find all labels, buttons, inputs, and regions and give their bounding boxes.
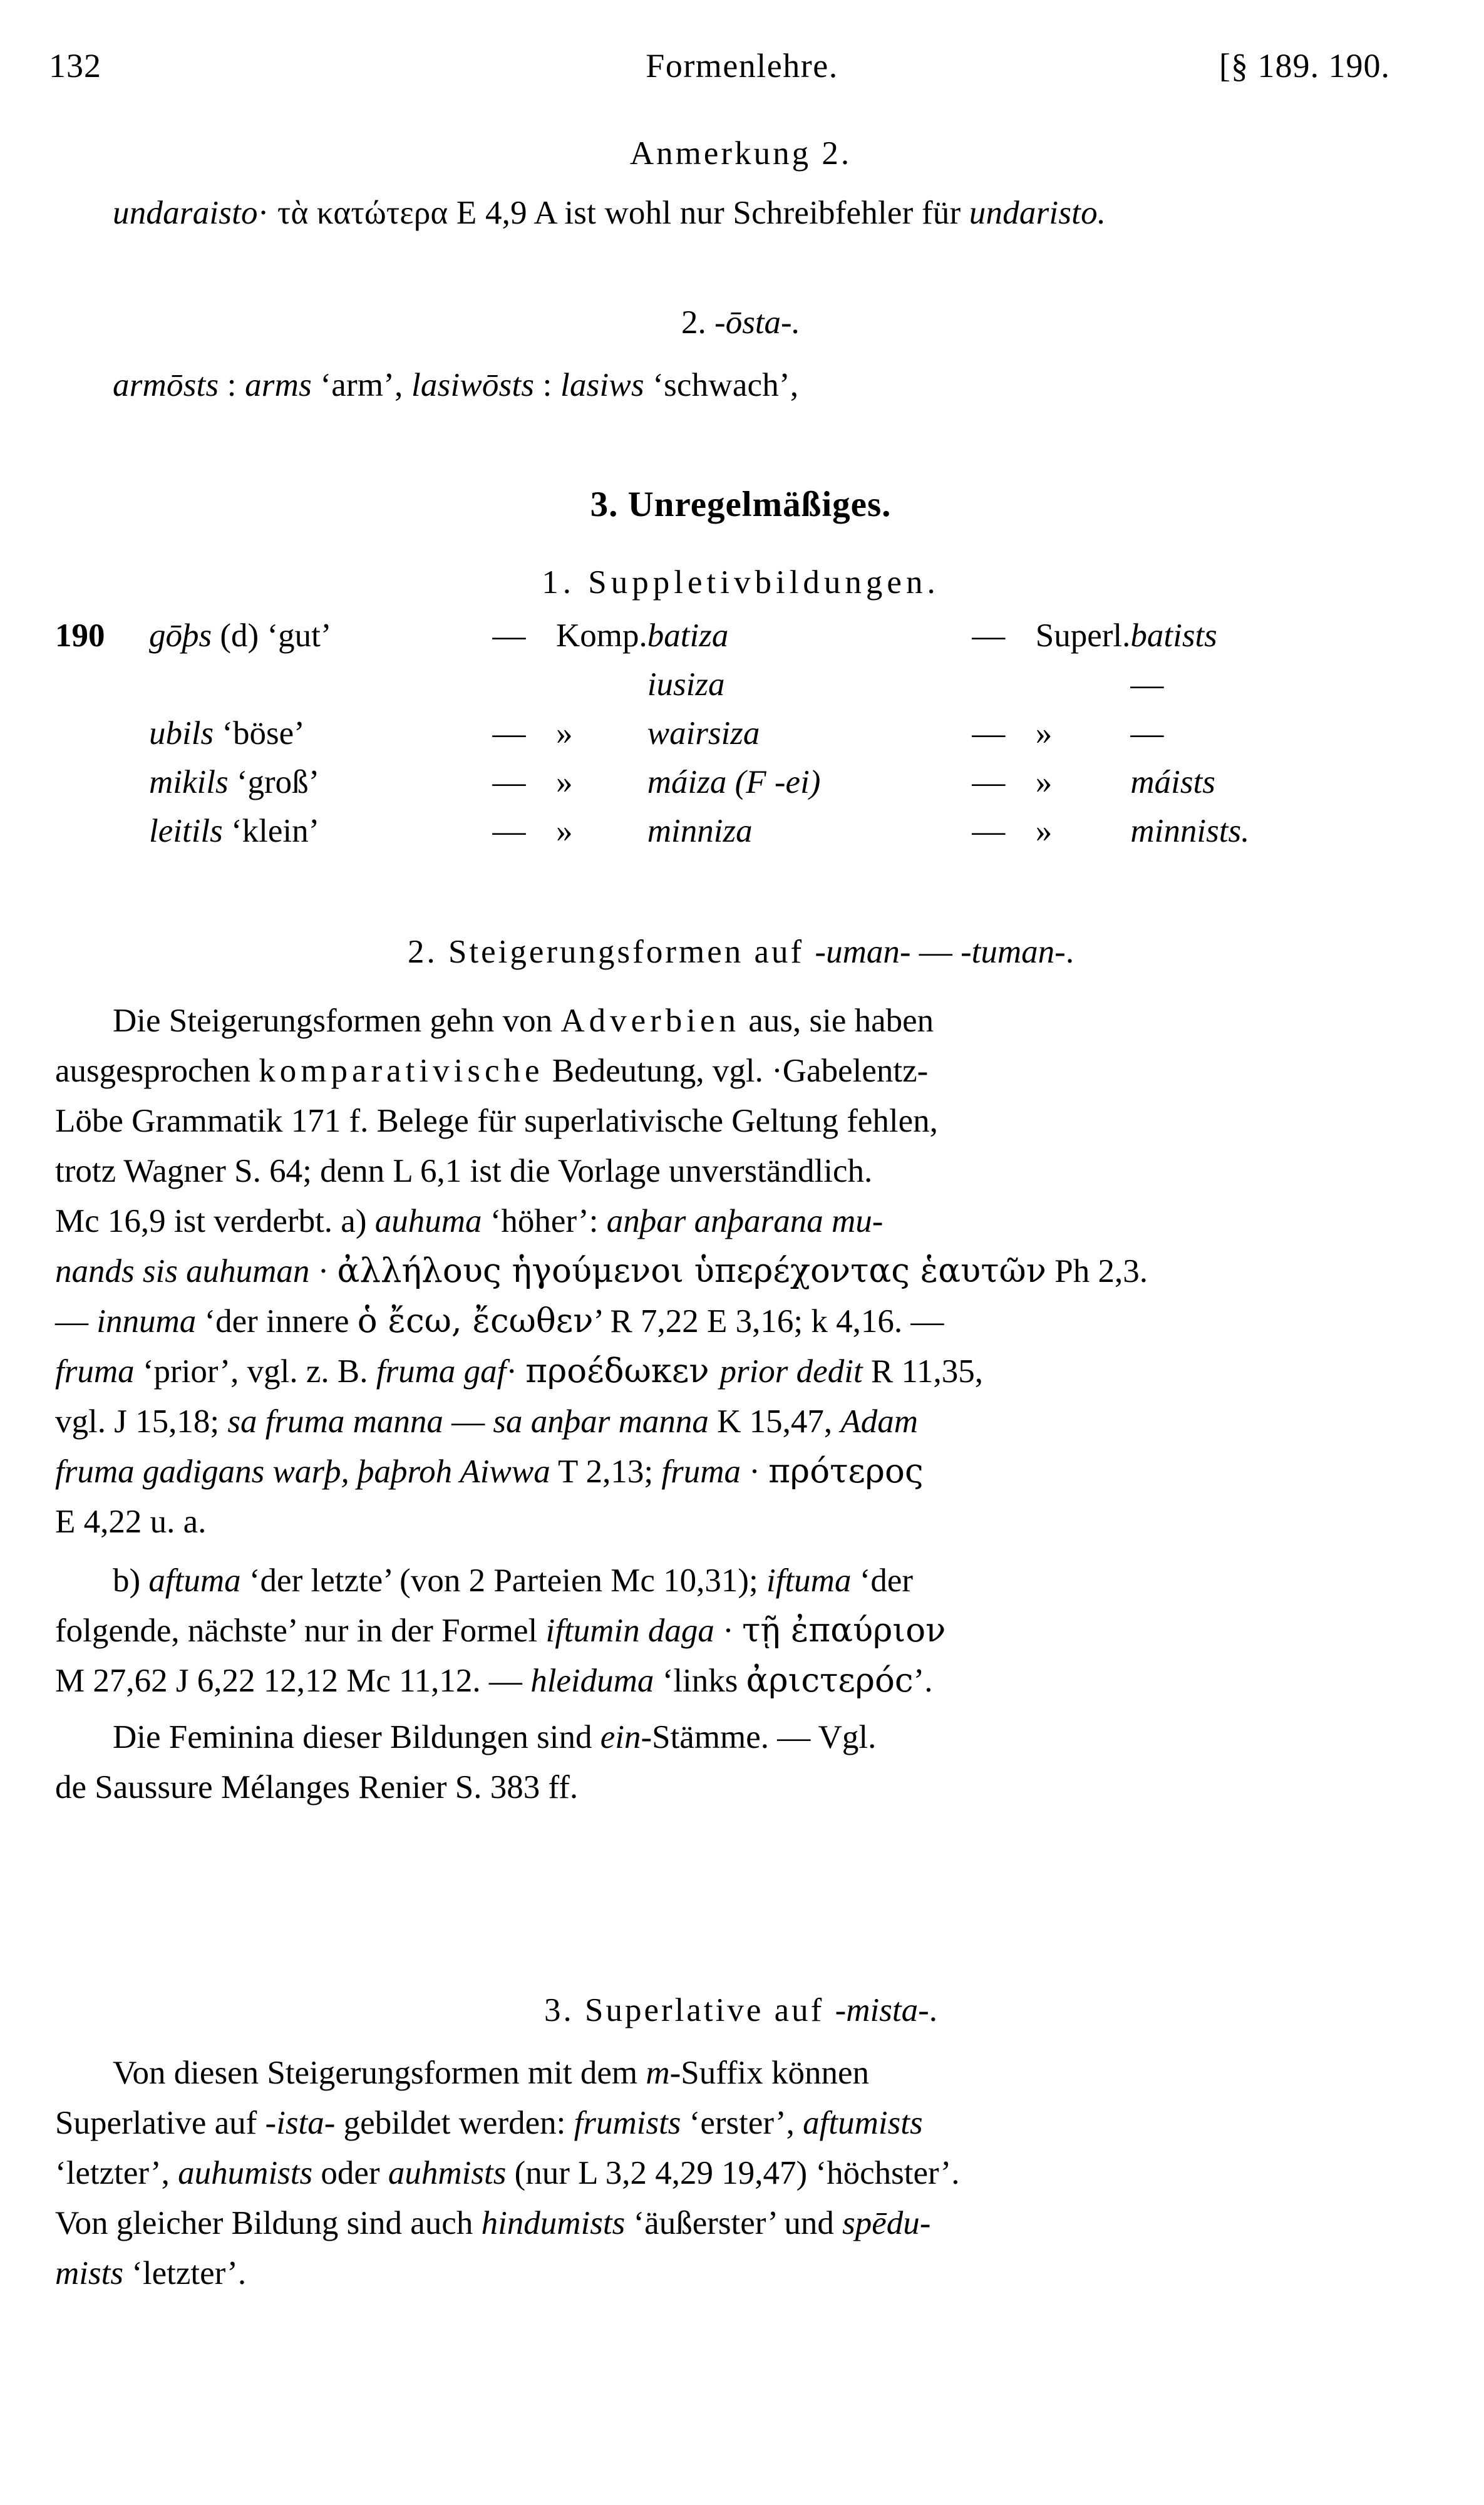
- paragraph-number: [55, 812, 149, 861]
- osta-example-base-1: arms: [245, 367, 312, 403]
- uman-f29: vgl. J 15,18;: [55, 1403, 228, 1440]
- mista-hindumists: hindumists: [481, 2205, 626, 2241]
- superlative-cell: [1130, 763, 1426, 812]
- comparative-cell: [647, 617, 942, 666]
- uman-adverbien: Adverbien: [560, 1003, 741, 1039]
- positive-paren: (d): [212, 617, 267, 654]
- mista-k3: -Suffix können: [669, 2055, 870, 2091]
- running-head: [0, 44, 1484, 88]
- mista-line-3: [55, 2148, 1426, 2198]
- uman-g8: ·: [714, 1613, 743, 1649]
- positive-paren: [214, 715, 222, 752]
- uman-adam: Adam: [840, 1403, 919, 1440]
- mista-line-4: [55, 2198, 1426, 2248]
- dash-1: —: [492, 617, 526, 654]
- komp-label: [556, 666, 647, 715]
- positive-gloss: ‘gut’: [267, 617, 332, 654]
- uman-f21: ’ R 7,22 E 3,16; k 4,16. —: [593, 1303, 944, 1340]
- uman-innuma: innuma: [96, 1303, 197, 1340]
- comparative-cell: [647, 666, 942, 715]
- uman-greek-5: τῇ ἐπαύριον: [742, 1611, 946, 1650]
- superlative-form: minnists.: [1130, 813, 1250, 849]
- uman-sa-fruma-manna: sa fruma manna: [227, 1403, 443, 1440]
- uman-heading-end: .: [1065, 934, 1074, 970]
- positive-form: leitils: [149, 813, 223, 849]
- superl-label: »: [1035, 764, 1053, 800]
- dash-1: —: [492, 813, 526, 849]
- anmerkung-lemma: undaraisto: [113, 195, 258, 231]
- mista-heading: [55, 1988, 1426, 2032]
- anmerkung-line1-rest: · τὰ κατώτερα E 4,9 A ist wohl nur Schreibfehler: [257, 195, 914, 231]
- uman-line-6: [55, 1246, 1426, 1296]
- uman-line-12: [55, 1556, 1426, 1606]
- dash-1: —: [492, 764, 526, 800]
- uman-f28: R 11,35,: [862, 1353, 984, 1390]
- comparative-form: máiza (F -ei): [647, 764, 821, 800]
- positive-paren: [223, 813, 231, 849]
- uman-line-4: [55, 1146, 1426, 1196]
- unregelmaessiges-heading: [55, 482, 1426, 527]
- mista-aftumists: aftumists: [803, 2105, 923, 2141]
- mista-k12: oder: [312, 2155, 388, 2191]
- mista-heading-form: -mista-: [835, 1992, 929, 2028]
- uman-f7: Löbe Grammatik 171 f. Belege für superlativische Geltung fehlen,: [55, 1103, 938, 1139]
- positive-gloss: ‘klein’: [231, 813, 320, 849]
- comparative-cell: [647, 763, 942, 812]
- uman-f6: Bedeutung, vgl. ·Gabelentz-: [544, 1053, 929, 1089]
- superl-label: [1036, 666, 1131, 715]
- positive-cell: [149, 617, 462, 666]
- uman-f9: Mc 16,9 ist verderbt. a): [55, 1203, 375, 1239]
- uman-f36: T 2,13;: [550, 1454, 662, 1490]
- komp-label: »: [556, 764, 573, 800]
- mista-k1: Von diesen Steigerungsformen mit dem: [113, 2055, 646, 2091]
- paragraph-number: 190: [55, 617, 105, 654]
- uman-greek-4: πρότερος: [768, 1452, 924, 1490]
- uman-f19: ‘der innere: [196, 1303, 358, 1340]
- superlative-form: —: [1130, 715, 1164, 752]
- running-head-title: Formenlehre.: [646, 47, 838, 85]
- mista-auhumists: auhumists: [178, 2155, 313, 2191]
- uman-greek-2: ὁ ἔcω, ἔcωθεν: [357, 1302, 594, 1340]
- superlative-form: batists: [1130, 617, 1217, 654]
- osta-heading-form: -ōsta-.: [714, 304, 800, 341]
- uman-f14: ·: [309, 1253, 338, 1289]
- uman-line-7: [55, 1296, 1426, 1346]
- uman-heading-text: Steigerungsformen auf: [448, 934, 815, 970]
- page-number: 132: [49, 47, 101, 85]
- table-row: [55, 812, 1426, 861]
- paragraph-gap-2: [55, 1706, 1426, 1712]
- uman-iftumin-daga: iftumin daga: [545, 1613, 714, 1649]
- osta-example-gloss-2: ‘schwach’: [652, 367, 790, 403]
- uman-f25: ·: [506, 1353, 526, 1390]
- uman-f17: —: [55, 1303, 97, 1340]
- uman-aftuma: aftuma: [148, 1562, 241, 1599]
- uman-paragraph: [55, 996, 1426, 1812]
- uman-g5: ‘der: [851, 1562, 914, 1599]
- mista-m: m: [646, 2055, 670, 2091]
- osta-examples: [55, 360, 1426, 410]
- superl-label: »: [1035, 715, 1053, 752]
- mista-k6: gebildet werden:: [335, 2105, 574, 2141]
- osta-example-form-1: armōsts: [113, 367, 219, 403]
- superl-label: »: [1035, 813, 1053, 849]
- dash-2: —: [972, 813, 1006, 849]
- uman-f11: ‘höher’:: [482, 1203, 607, 1239]
- mista-line-2: [55, 2098, 1426, 2148]
- uman-sa-anthar-manna: sa anþar manna: [493, 1403, 709, 1440]
- uman-line-11: [55, 1497, 1426, 1547]
- uman-h1: Die Feminina dieser Bildungen sind: [113, 1719, 600, 1755]
- mista-auhmists: auhmists: [388, 2155, 507, 2191]
- uman-g3: ‘der letzte’ (von 2 Parteien Mc 10,31);: [240, 1562, 766, 1599]
- osta-example-tail-1: ,: [394, 367, 411, 403]
- uman-fruma-gaf: fruma gaf: [376, 1353, 507, 1390]
- anmerkung-heading: [55, 132, 1426, 175]
- uman-heading: [55, 930, 1426, 974]
- uman-f40: E 4,22 u. a.: [55, 1504, 207, 1540]
- uman-line-16: [55, 1762, 1426, 1812]
- uman-line-8: [55, 1346, 1426, 1397]
- positive-cell: [149, 715, 462, 763]
- positive-cell: [149, 666, 462, 715]
- unregelmaessiges-heading-text: 3. Unregelmäßiges.: [590, 485, 892, 524]
- table-row: [55, 715, 1426, 763]
- uman-g14: ’.: [913, 1663, 933, 1699]
- dash-2: —: [972, 764, 1006, 800]
- positive-cell: [149, 812, 462, 861]
- mista-k15: Von gleicher Bildung sind auch: [55, 2205, 482, 2241]
- osta-example-form-2: lasiwōsts: [411, 367, 535, 403]
- paragraph-number: [55, 763, 149, 812]
- uman-greek-3: προέδωκεν: [525, 1352, 720, 1390]
- osta-example-base-2: lasiws: [560, 367, 644, 403]
- uman-f23: ‘prior’, vgl. z. B.: [134, 1353, 376, 1390]
- uman-g12: ‘links: [654, 1663, 746, 1699]
- uman-f8: trotz Wagner S. 64; denn L 6,1 ist die Vorlage unverständlich.: [55, 1153, 873, 1189]
- paragraph-gap: [55, 1547, 1426, 1556]
- uman-line-5: [55, 1196, 1426, 1246]
- paragraph-number: [55, 715, 149, 763]
- paragraph-number: [55, 666, 149, 715]
- uman-g1: b): [113, 1562, 149, 1599]
- uman-greek-1: ἀλλήλους ἡγούμενοι ὑπερέχοντας ἑαυτῶν: [337, 1252, 1046, 1290]
- mista-k10: ‘letzter’,: [55, 2155, 178, 2191]
- table-row: [55, 666, 1426, 715]
- dash-2: —: [972, 617, 1006, 654]
- osta-example-sep-1: :: [219, 367, 245, 403]
- mista-heading-text: Superlative auf: [585, 1992, 835, 2028]
- osta-heading: [55, 301, 1426, 344]
- mista-ista: -ista-: [265, 2105, 336, 2141]
- uman-heading-form-2: -tuman-: [961, 934, 1066, 970]
- uman-g6: folgende, nächste’ nur in der Formel: [55, 1613, 546, 1649]
- uman-f38: ·: [741, 1454, 769, 1490]
- mista-frumists: frumists: [574, 2105, 681, 2141]
- uman-line-10: [55, 1447, 1426, 1497]
- uman-f35: fruma gadigans warþ, þaþroh Aiwwa: [55, 1454, 550, 1490]
- uman-fruma-2: fruma: [661, 1454, 741, 1490]
- positive-paren: [229, 764, 237, 800]
- mista-line-5: [55, 2248, 1426, 2298]
- positive-gloss: ‘böse’: [222, 715, 305, 752]
- suppletiv-heading: [55, 560, 1426, 604]
- uman-prior-dedit: prior dedit: [719, 1353, 863, 1390]
- anmerkung-body: [55, 188, 1426, 238]
- comparative-form: wairsiza: [647, 715, 760, 752]
- positive-form: gōþs: [149, 617, 212, 654]
- anmerkung-line2-prefix: für: [921, 195, 969, 231]
- uman-f16: Ph 2,3.: [1046, 1253, 1148, 1289]
- mista-k17: ‘äußerster’ und: [625, 2205, 843, 2241]
- mista-spedu: spēdu-: [842, 2205, 931, 2241]
- comparative-form: batiza: [647, 617, 729, 654]
- mista-paragraph: [55, 2048, 1426, 2298]
- positive-form: mikils: [149, 764, 229, 800]
- superlative-cell: [1130, 715, 1426, 763]
- superlative-cell: [1130, 666, 1426, 715]
- positive-gloss: ‘groß’: [236, 764, 320, 800]
- mista-k20: ‘letzter’.: [123, 2255, 247, 2291]
- mista-line-1: [55, 2048, 1426, 2098]
- uman-f33: K 15,47,: [708, 1403, 841, 1440]
- uman-line-3: [55, 1096, 1426, 1146]
- section-reference: [§ 189. 190.: [1219, 47, 1390, 85]
- mista-mists: mists: [55, 2255, 123, 2291]
- comparative-form: iusiza: [647, 666, 725, 703]
- mista-heading-end: .: [929, 1992, 937, 2028]
- comparative-cell: [647, 715, 942, 763]
- uman-iftuma: iftuma: [766, 1562, 852, 1599]
- positive-cell: [149, 763, 462, 812]
- mista-k8: ‘erster’,: [681, 2105, 803, 2141]
- uman-line-2: [55, 1046, 1426, 1096]
- dash-1: [462, 666, 556, 715]
- uman-fruma-1: fruma: [55, 1353, 135, 1390]
- uman-auhuma: auhuma: [374, 1203, 482, 1239]
- uman-heading-sep: —: [910, 934, 961, 970]
- superlative-cell: [1130, 812, 1426, 861]
- mista-heading-number: 3.: [544, 1992, 585, 2028]
- dash-1: —: [492, 715, 526, 752]
- comparative-cell: [647, 812, 942, 861]
- uman-heading-form-1: -uman-: [815, 934, 911, 970]
- uman-line-1: [55, 996, 1426, 1046]
- uman-f31: —: [443, 1403, 493, 1440]
- uman-greek-6: ἀριcτερόc: [746, 1661, 914, 1700]
- uman-hleiduma: hleiduma: [530, 1663, 654, 1699]
- table-row: [55, 763, 1426, 812]
- mista-k4: Superlative auf: [55, 2105, 265, 2141]
- komp-label: »: [556, 715, 573, 752]
- uman-line-14: [55, 1656, 1426, 1706]
- anmerkung-line2-lemma: undaristo.: [969, 195, 1106, 231]
- positive-form: ubils: [149, 715, 214, 752]
- uman-heading-number: 2.: [407, 934, 448, 970]
- uman-h3: -Stämme. — Vgl.: [641, 1719, 877, 1755]
- osta-example-gloss-1: ‘arm’: [320, 367, 395, 403]
- uman-f4: ausgesprochen: [55, 1053, 259, 1089]
- dash-2: —: [972, 715, 1006, 752]
- superlative-cell: [1130, 617, 1426, 666]
- uman-h4: de Saussure Mélanges Renier S. 383 ff.: [55, 1769, 579, 1805]
- uman-g10: M 27,62 J 6,22 12,12 Mc 11,12. —: [55, 1663, 531, 1699]
- komp-label: Komp.: [556, 617, 647, 654]
- osta-example-sep-2: :: [534, 367, 561, 403]
- uman-komparativische: komparativische: [259, 1053, 544, 1089]
- uman-line-9: [55, 1397, 1426, 1447]
- komp-label: »: [556, 813, 573, 849]
- uman-f12: anþar anþarana mu-: [606, 1203, 884, 1239]
- anmerkung-heading-text: Anmerkung 2.: [629, 135, 852, 172]
- suppletive-paradigm-table: [55, 617, 1426, 861]
- dash-2: [942, 666, 1036, 715]
- mista-k14: (nur L 3,2 4,29 19,47) ‘höchster’.: [506, 2155, 960, 2191]
- uman-f1: Die Steigerungsformen gehn von: [113, 1003, 561, 1039]
- uman-f3: aus, sie haben: [740, 1003, 934, 1039]
- uman-line-13: [55, 1606, 1426, 1656]
- superl-label: Superl.: [1035, 617, 1131, 654]
- uman-line-15: [55, 1712, 1426, 1762]
- superlative-form: máists: [1130, 764, 1215, 800]
- superlative-form: —: [1130, 666, 1164, 703]
- osta-example-tail-2: ,: [790, 367, 799, 403]
- suppletiv-heading-text: 1. Suppletivbildungen.: [542, 564, 940, 601]
- uman-f13: nands sis auhuman: [55, 1253, 310, 1289]
- table-row: [55, 617, 1426, 666]
- osta-heading-number: 2.: [681, 304, 715, 341]
- comparative-form: minniza: [647, 813, 753, 849]
- uman-ein: ein: [600, 1719, 641, 1755]
